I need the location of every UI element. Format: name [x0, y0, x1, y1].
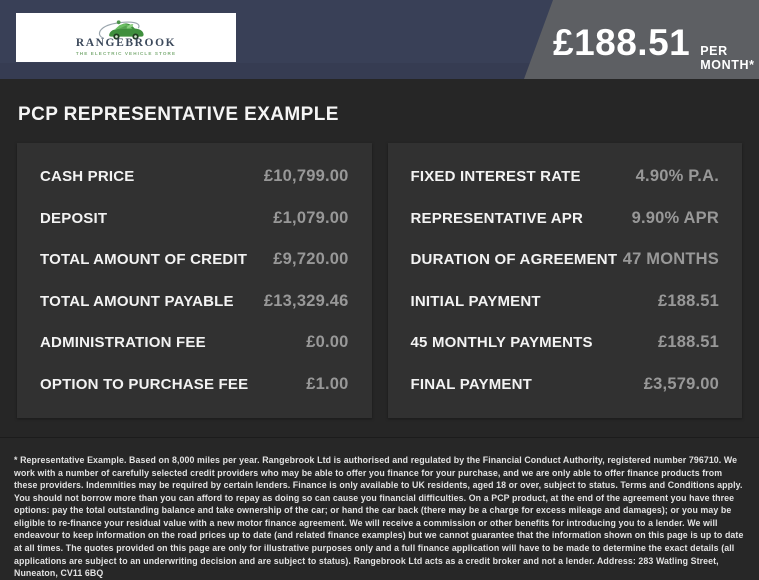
monthly-price-banner: [553, 0, 759, 79]
finance-row-fixed-interest-rate: [411, 167, 720, 186]
row-value: £3,579.00: [643, 374, 719, 393]
finance-row-duration: [411, 250, 720, 269]
row-label: ADMINISTRATION FEE: [40, 334, 206, 352]
finance-row-representative-apr: [411, 209, 720, 228]
row-label: FINAL PAYMENT: [410, 375, 533, 393]
finance-panel-left: [17, 143, 372, 418]
row-value: 9.90% APR: [631, 208, 719, 227]
finance-row-deposit: [40, 209, 349, 228]
row-value: £0.00: [306, 333, 349, 352]
finance-row-final-payment: [411, 375, 720, 394]
disclaimer-footer: [0, 437, 759, 580]
finance-row-total-credit: [40, 250, 349, 269]
finance-row-monthly-payments: [411, 333, 720, 352]
monthly-price: £188.51: [553, 22, 691, 63]
row-value: £13,329.46: [263, 291, 349, 310]
row-label: FIXED INTEREST RATE: [410, 168, 581, 186]
heading-band: [0, 79, 759, 143]
finance-row-cash-price: [40, 167, 349, 186]
page-title: PCP REPRESENTATIVE EXAMPLE: [18, 104, 339, 125]
monthly-price-suffix: PER MONTH*: [700, 44, 755, 72]
finance-panels: [0, 143, 759, 418]
brand-tagline: THE ELECTRIC VEHICLE STORE: [75, 50, 177, 56]
row-value: £188.51: [657, 291, 719, 310]
disclaimer-text: * Representative Example. Based on 8,000 miles per year. Rangebrook Ltd is authorised and regulated by the Financial Conduct Authority, registered number 796710. We work with a number of carefully selected credit providers who may be able to offer you finance for your purchase, and we are only able to offer finance products from these providers. Indemnities may be required by certain lenders. Finance is only available to UK residents, aged 18 or over, subject to status. Terms and Conditions apply. You should not borrow more than you can afford to repay as doing so can cause you financial difficulties. On a PCP product, at the end of the agreement you have three options: pay the total outstanding balance and take ownership of the car; or hand the car back (there may be a charge for excess mileage and damages); or you may be eligible to re-finance your residual value with a new motor finance agreement. We will receive a commission or other benefits for introducing you to a lender. We will endeavour to keep information on the road prices up to date (and related finance examples) but we cannot guarantee that the information shown on this page is up to date at all times. The quotes provided on this page are only for illustrative purposes only and a full finance application will have to be made to determine the exact details (all applications are subject to an underwriting decision and are subject to status). Rangebrook Ltd acts as a credit broker and not a lender. Address: 283 Watling Street, Nuneaton, CV11 6BQ: [14, 455, 744, 579]
dealer-logo[interactable]: [16, 13, 236, 62]
finance-panel-right: [388, 143, 743, 418]
finance-row-admin-fee: [40, 333, 349, 352]
finance-row-total-payable: [40, 292, 349, 311]
row-value: £188.51: [657, 333, 719, 352]
row-value: £9,720.00: [273, 250, 349, 269]
row-label: 45 MONTHLY PAYMENTS: [410, 334, 593, 352]
row-label: CASH PRICE: [40, 168, 135, 186]
row-value: 47 MONTHS: [622, 250, 719, 269]
row-label: INITIAL PAYMENT: [410, 292, 541, 310]
row-label: TOTAL AMOUNT OF CREDIT: [40, 251, 248, 269]
finance-row-initial-payment: [411, 292, 720, 311]
row-label: REPRESENTATIVE APR: [410, 209, 584, 227]
brand-name: RANGEBROOK: [75, 37, 177, 50]
top-bar: [0, 0, 759, 79]
row-label: DURATION OF AGREEMENT: [410, 251, 618, 269]
row-value: £10,799.00: [263, 167, 349, 186]
spacer: [0, 418, 759, 437]
row-label: DEPOSIT: [40, 209, 108, 227]
row-value: £1,079.00: [273, 208, 349, 227]
row-label: TOTAL AMOUNT PAYABLE: [40, 292, 234, 310]
finance-row-option-to-purchase-fee: [40, 375, 349, 394]
row-value: 4.90% P.A.: [635, 167, 719, 186]
row-value: £1.00: [306, 374, 349, 393]
row-label: OPTION TO PURCHASE FEE: [40, 375, 249, 393]
